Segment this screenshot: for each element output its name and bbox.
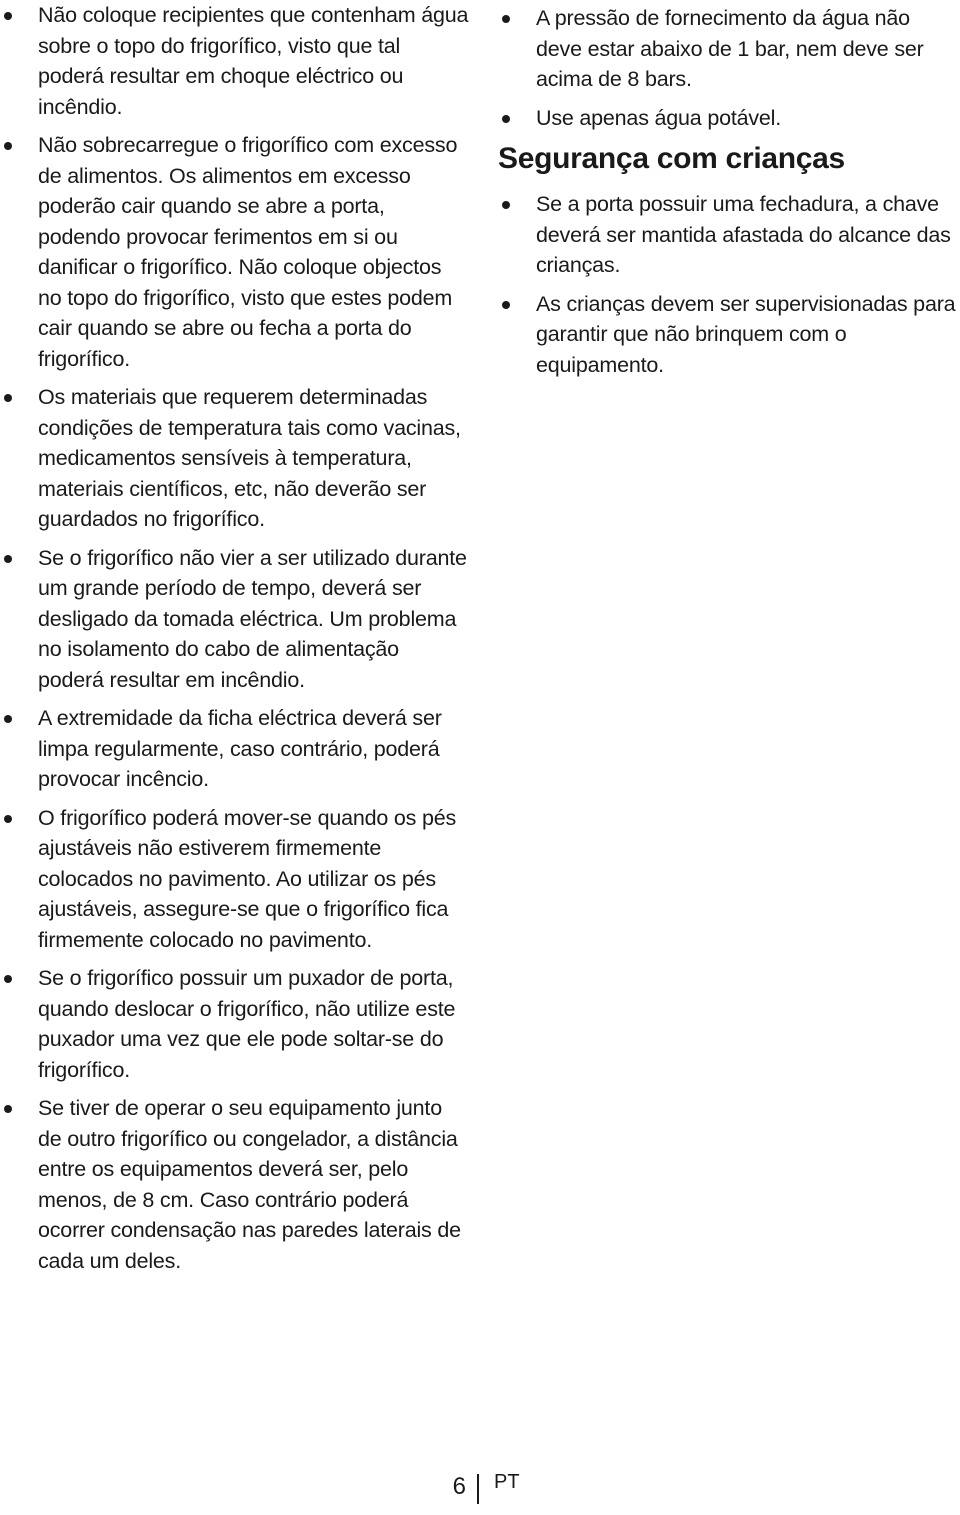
bullet-icon [4, 142, 12, 150]
footer-divider [477, 1474, 479, 1504]
bullet-icon [4, 715, 12, 723]
list-item [498, 189, 960, 281]
child-safety-list [498, 189, 960, 380]
list-item-text: O frigorífico poderá mover-se quando os pés ajustáveis não estiverem firmemente colocados no pavimento. Ao utilizar os pés ajustáveis, assegure-se que o frigorífico fica firmemente colocado no pavimento. [38, 805, 457, 952]
list-item [0, 703, 470, 795]
list-item-text: Não sobrecarregue o frigorífico com excesso de alimentos. Os alimentos em excesso poderão cair quando se abre a porta, podendo provocar ferimentos em si ou danificar o frigorífico. Não coloque objectos no topo do frigorífico, visto que estes podem cair quando se abre ou fecha a porta do frigorífico. [38, 133, 458, 371]
left-column [0, 0, 470, 1284]
water-supply-list [498, 0, 960, 133]
list-item-text: As crianças devem ser supervisionadas para garantir que não brinquem com o equipamento. [536, 291, 956, 377]
safety-list-left [0, 0, 470, 1276]
list-item [0, 0, 470, 122]
bullet-icon [502, 201, 510, 209]
list-item-text: Se tiver de operar o seu equipamento junto de outro frigorífico ou congelador, a distância entre os equipamentos deverá ser, pelo menos, de 8 cm. Caso contrário poderá ocorrer condensação nas paredes laterais de cada um deles. [38, 1096, 461, 1273]
language-code: PT [494, 1471, 520, 1493]
list-item-text: Os materiais que requerem determinadas condições de temperatura tais como vacinas, medicamentos sensíveis à temperatura, materiais científicos, etc, não deverão ser guardados no frigorífico. [38, 385, 461, 531]
list-item [0, 130, 470, 374]
section-title-child-safety: Segurança com crianças [498, 142, 845, 175]
bullet-icon [4, 555, 12, 563]
list-item [498, 103, 960, 134]
list-item-text: Use apenas água potável. [536, 105, 782, 130]
list-item-text: A pressão de fornecimento da água não deve estar abaixo de 1 bar, nem deve ser acima de 8 bars. [536, 6, 924, 91]
bullet-icon [4, 394, 12, 402]
right-column [498, 0, 960, 388]
bullet-icon [4, 1105, 12, 1113]
bullet-icon [502, 301, 510, 309]
list-item-text: A extremidade da ficha eléctrica deverá ser limpa regularmente, caso contrário, poderá provocar incêncio. [38, 706, 442, 791]
bullet-icon [502, 15, 510, 23]
list-item [0, 963, 470, 1085]
bullet-icon [4, 12, 12, 20]
list-item [498, 3, 960, 95]
bullet-icon [4, 975, 12, 983]
list-item [498, 289, 960, 381]
list-item [0, 1093, 470, 1276]
list-item-text: Não coloque recipientes que contenham água sobre o topo do frigorífico, visto que tal poderá resultar em choque eléctrico ou incêndio. [38, 3, 469, 119]
list-item [0, 543, 470, 696]
list-item-text: Se a porta possuir uma fechadura, a chave deverá ser mantida afastada do alcance das crianças. [536, 192, 951, 277]
list-item [0, 382, 470, 535]
page-number: 6 [452, 1473, 466, 1500]
page-footer [0, 1468, 960, 1508]
bullet-icon [4, 815, 12, 823]
list-item-text: Se o frigorífico possuir um puxador de porta, quando deslocar o frigorífico, não utilize este puxador uma vez que ele pode soltar-se do frigorífico. [38, 966, 456, 1082]
list-item [0, 803, 470, 956]
bullet-icon [502, 115, 510, 123]
list-item-text: Se o frigorífico não vier a ser utilizado durante um grande período de tempo, deverá ser desligado da tomada eléctrica. Um problema no isolamento do cabo de alimentação poderá resultar em incêndio. [38, 545, 467, 692]
